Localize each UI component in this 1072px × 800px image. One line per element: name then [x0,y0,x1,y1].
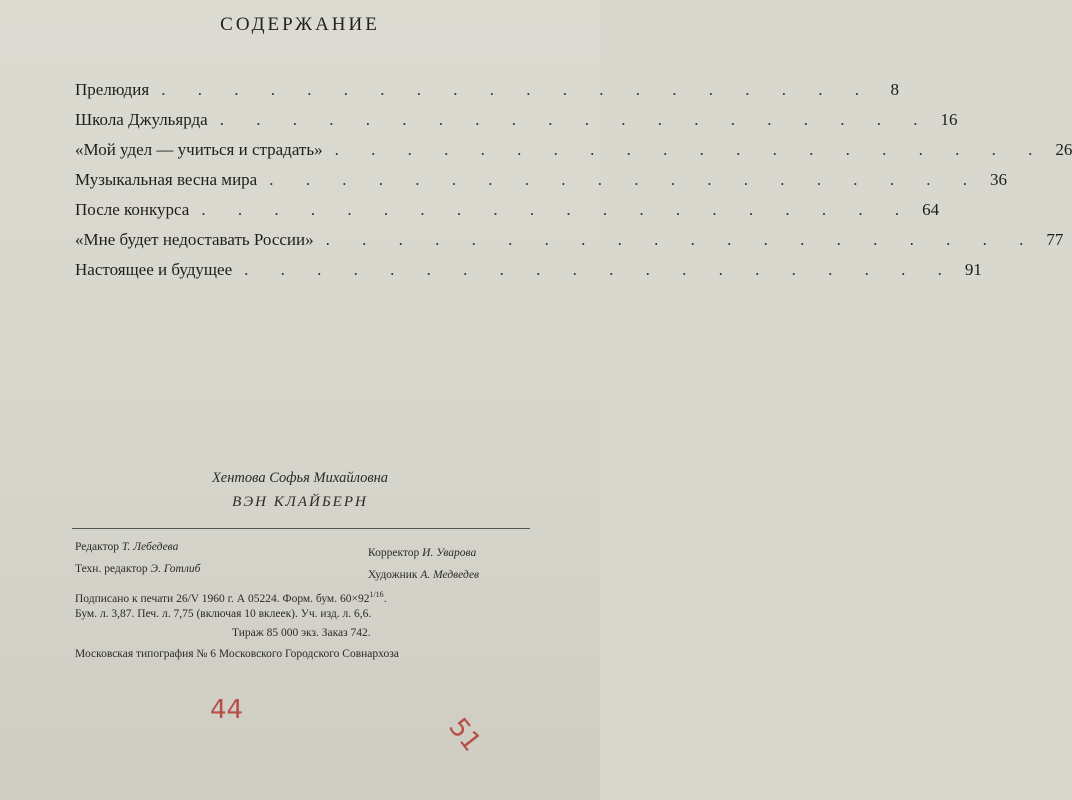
toc-dot-leader: . . . . . . . . . . . . . . . . . . . . [244,260,956,279]
print-run-line: Тираж 85 000 экз. Заказ 742. [232,627,371,639]
toc-entry-page: 8 [890,80,899,99]
artist-label: Художник [368,569,418,581]
print-details-line-1 [75,590,387,605]
toc-entry-page: 36 [989,170,1007,189]
toc-heading: СОДЕРЖАНИЕ [220,14,380,35]
handwritten-mark: 51 [442,712,487,758]
toc-dot-leader: . . . . . . . . . . . . . . . . . . . . [334,140,1047,159]
toc-entry [75,110,958,140]
editor-credit [75,541,178,553]
toc-entry [75,170,1007,200]
toc-entry [75,200,940,230]
toc-entry-page: 77 [1046,230,1064,249]
paper-format-fraction: 1/16 [369,590,384,599]
artist-credit [368,569,479,581]
toc-dot-leader: . . . . . . . . . . . . . . . . . . . . [201,200,914,219]
handwritten-mark: 44 [210,695,244,725]
toc-entry-title: Музыкальная весна мира [75,170,258,189]
toc-entry-title: Прелюдия [75,80,150,99]
toc-entry [75,80,899,110]
toc-dot-leader: . . . . . . . . . . . . . . . . . . . . [219,110,932,129]
toc-entry-page: 64 [922,200,940,219]
divider [72,528,530,529]
tech-editor-name: Э. Готлиб [150,563,201,575]
toc-entry-page: 91 [964,260,982,279]
proofreader-credit [368,547,476,559]
print-details-line-2: Бум. л. 3,87. Печ. л. 7,75 (включая 10 вклеек). Уч. изд. л. 6,6. [75,608,372,620]
tech-editor-label: Техн. редактор [75,563,148,575]
toc-entry [75,260,982,290]
editor-label: Редактор [75,541,119,553]
table-of-contents [75,80,1072,290]
toc-entry-title: Настоящее и будущее [75,260,233,279]
toc-entry-page: 26 [1055,140,1072,159]
proofreader-label: Корректор [368,547,420,559]
proofreader-name: И. Уварова [422,547,477,559]
print-details-text: Подписано к печати 26/V 1960 г. А 05224. Форм. бум. 60×92 [75,592,370,605]
toc-entry-title: После конкурса [75,200,190,219]
tech-editor-credit [75,563,200,575]
toc-dot-leader: . . . . . . . . . . . . . . . . . . . . [269,170,981,189]
toc-dot-leader: . . . . . . . . . . . . . . . . . . . . [161,80,873,99]
book-title: ВЭН КЛАЙБЕРН [232,494,368,510]
toc-entry-title: «Мне будет недоставать России» [75,230,314,249]
toc-entry-page: 16 [940,110,958,129]
author-name: Хентова Софья Михайловна [211,470,389,486]
printer-line: Московская типография № 6 Московского Городского Совнархоза [75,648,399,660]
artist-name: А. Медведев [420,569,480,581]
toc-entry-title: «Мой удел — учиться и страдать» [75,140,323,159]
toc-entry [75,230,1064,260]
toc-entry-title: Школа Джульярда [75,110,208,129]
print-details-end: . [383,592,387,605]
toc-entry [75,140,1072,170]
editor-name: Т. Лебедева [121,541,179,553]
toc-dot-leader: . . . . . . . . . . . . . . . . . . . . [325,230,1038,249]
